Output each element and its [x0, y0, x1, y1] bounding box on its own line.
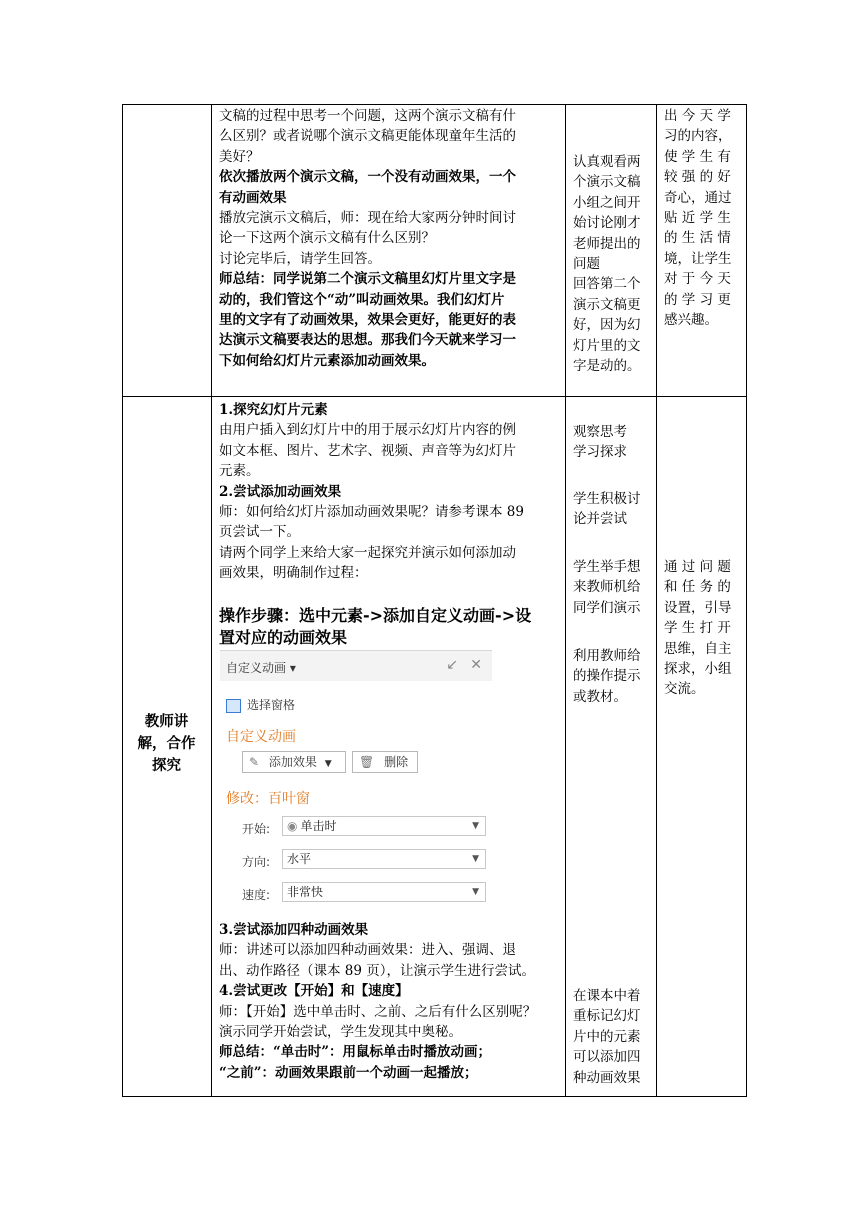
text-line: 始讨论刚才	[573, 215, 641, 232]
text-line: 老师提出的	[573, 235, 641, 252]
text-line: 3.尝试添加四种动画效果	[219, 922, 369, 938]
text-line: 请两个同学上来给大家一起探究并演示如何添加动	[219, 544, 516, 561]
text-line: 有动画效果	[219, 189, 287, 206]
student-activity	[573, 986, 653, 1088]
text-line: 设置，引导	[664, 599, 732, 616]
text-line: 片中的元素	[573, 1028, 641, 1045]
row-divider	[122, 396, 747, 397]
delete-button[interactable]	[352, 751, 418, 773]
text-line: 思维，自主	[664, 640, 732, 657]
text-line: 习的内容，	[664, 128, 732, 145]
dropdown-arrow-icon: ▼	[324, 759, 332, 769]
text-line: 师：讲述可以添加四种动画效果：进入、强调、退	[219, 942, 516, 959]
text-line: 和 任 务 的	[664, 579, 731, 596]
text-line: 使 学 生 有	[664, 148, 731, 165]
column-divider	[211, 104, 212, 1097]
text-line: 出 今 天 学	[664, 108, 731, 124]
text-line: 问题	[573, 256, 600, 273]
text-line: 页尝试一下。	[219, 524, 300, 541]
text-line: 的 学 习 更	[664, 291, 731, 308]
row2-teacher-cont	[219, 920, 564, 1083]
table-border-bottom	[122, 1096, 747, 1097]
text-line: 学习探求	[573, 444, 627, 461]
text-line: 么区别？或者说哪个演示文稿更能体现童年生活的	[219, 128, 516, 145]
text-line: 文稿的过程中思考一个问题，这两个演示文稿有什	[219, 108, 516, 124]
pencil-icon: ✎	[249, 755, 260, 769]
text-line: 探求，小组	[664, 661, 732, 678]
text-line: 动的，我们管这个“动”叫动画效果。我们幻灯片	[219, 291, 505, 308]
text-line: 较 强 的 好	[664, 169, 731, 186]
text-line: 境，让学生	[664, 250, 732, 267]
text-line: 如文本框、图片、艺术字、视频、声音等为幻灯片	[219, 442, 516, 459]
direction-label: 方向:	[242, 855, 271, 869]
text-line: 好，因为幻	[573, 317, 641, 334]
column-divider	[565, 104, 566, 1097]
student-activity	[573, 422, 653, 463]
text-line: 演示同学开始尝试，学生发现其中奥秘。	[219, 1024, 462, 1041]
close-icon[interactable]: ✕	[470, 657, 482, 673]
section-title: 自定义动画	[226, 729, 296, 745]
text-line: 重标记幻灯	[573, 1008, 641, 1025]
text-line: 师总结：“单击时”：用鼠标单击时播放动画；	[219, 1044, 492, 1061]
text-line: 对 于 今 天	[664, 271, 731, 288]
stage-line: 探究	[152, 757, 181, 774]
column-divider	[656, 104, 657, 1097]
text-line: 在课本中着	[573, 988, 641, 1004]
text-line: 观察思考	[573, 424, 627, 440]
text-line: 由用户插入到幻灯片中的用于展示幻灯片内容的例	[219, 422, 516, 439]
text-line: 的 生 活 情	[664, 230, 731, 247]
text-line: 回答第二个	[573, 276, 641, 293]
text-line: 元素。	[219, 463, 260, 480]
panel-title[interactable]: 自定义动画 ▾	[226, 661, 296, 675]
text-line: 出、动作路径（课本 89 页），让演示学生进行尝试。	[219, 962, 536, 979]
mouse-icon: ◉	[287, 819, 298, 833]
collapse-icon[interactable]: ↙	[446, 657, 458, 673]
stage-label	[122, 711, 211, 777]
text-line: 下如何给幻灯片元素添加动画效果。	[219, 352, 435, 369]
text-line: 4.尝试更改【开始】和【速度】	[219, 983, 409, 1000]
text-line: 奇心，通过	[664, 189, 732, 206]
table-border-right	[746, 104, 747, 1097]
text-line: 依次播放两个演示文稿，一个没有动画效果，一个	[219, 169, 516, 186]
selection-pane-label: 选择窗格	[247, 698, 296, 712]
speed-select[interactable]	[282, 882, 486, 902]
row1-intent-cell	[664, 106, 744, 330]
text-line: 2.尝试添加动画效果	[219, 483, 342, 500]
text-line: 利用教师给	[573, 648, 641, 664]
stage-line: 解，合作	[137, 735, 196, 752]
start-label: 开始:	[242, 822, 271, 836]
speed-value: 非常快	[287, 885, 324, 899]
text-line: 学生积极讨	[573, 491, 641, 507]
student-activity	[573, 646, 653, 707]
text-line: 个演示文稿	[573, 174, 641, 191]
start-value: 单击时	[300, 819, 337, 833]
text-line: “之前”：动画效果跟前一个动画一起播放；	[219, 1064, 478, 1081]
row1-teacher-cell	[219, 106, 560, 371]
lesson-table	[122, 104, 747, 1097]
text-line: 演示文稿更	[573, 296, 641, 313]
text-line: 或教材。	[573, 688, 627, 705]
text-line: 种动画效果	[573, 1069, 641, 1086]
row2-intent-cell	[664, 557, 744, 700]
text-line: 画效果，明确制作过程：	[219, 565, 368, 582]
steps-line: 置对应的动画效果	[219, 628, 348, 647]
direction-select[interactable]	[282, 849, 486, 869]
trash-icon: 🗑	[359, 755, 375, 769]
text-line: 通 过 问 题	[664, 559, 731, 575]
text-line: 论一下这两个演示文稿有什么区别？	[219, 230, 435, 247]
text-line: 1.探究幻灯片元素	[219, 402, 328, 418]
steps-line: 操作步骤：选中元素->添加自定义动画->设	[219, 606, 532, 625]
start-select[interactable]	[282, 816, 486, 836]
speed-label: 速度:	[242, 888, 271, 902]
table-border-left	[122, 104, 123, 1097]
chevron-down-icon: ▼	[472, 821, 479, 831]
text-line: 学生举手想	[573, 559, 641, 575]
text-line: 师：如何给幻灯片添加动画效果呢？请参考课本 89	[219, 504, 524, 521]
chevron-down-icon: ▼	[472, 854, 479, 864]
text-line: 播放完演示文稿后，师：现在给大家两分钟时间讨	[219, 210, 516, 227]
text-line: 灯片里的文	[573, 337, 641, 354]
direction-value: 水平	[287, 852, 312, 866]
text-line: 来教师机给	[573, 579, 641, 596]
text-line: 里的文字有了动画效果，效果会更好，能更好的表	[219, 312, 516, 329]
delete-label: 删除	[384, 755, 409, 769]
chevron-down-icon: ▼	[472, 887, 479, 897]
text-line: 的操作提示	[573, 668, 641, 685]
add-effect-button[interactable]	[242, 751, 346, 773]
modify-label: 修改：百叶窗	[226, 791, 310, 807]
operation-steps	[219, 604, 564, 649]
add-effect-label: 添加效果	[268, 755, 317, 769]
text-line: 同学们演示	[573, 599, 641, 616]
text-line: 感兴趣。	[664, 312, 718, 329]
text-line: 可以添加四	[573, 1049, 641, 1066]
student-activity	[573, 489, 653, 530]
student-activity	[573, 557, 653, 618]
text-line: 认真观看两	[573, 154, 641, 170]
table-border-top	[122, 104, 747, 105]
text-line: 达演示文稿要表达的思想。那我们今天就来学习一	[219, 332, 516, 349]
text-line: 贴 近 学 生	[664, 210, 731, 227]
row1-student-cell	[573, 152, 653, 376]
custom-animation-panel	[220, 650, 494, 916]
selection-pane-icon	[226, 699, 241, 713]
text-line: 字是动的。	[573, 358, 641, 375]
text-line: 学 生 打 开	[664, 620, 731, 637]
text-line: 交流。	[664, 681, 705, 698]
selection-pane-button[interactable]	[226, 696, 295, 713]
text-line: 论并尝试	[573, 511, 627, 528]
panel-header	[220, 650, 492, 681]
text-line: 小组之间开	[573, 194, 641, 211]
row2-teacher-intro	[219, 400, 560, 584]
text-line: 师总结：同学说第二个演示文稿里幻灯片里文字是	[219, 271, 516, 288]
text-line: 讨论完毕后，请学生回答。	[219, 250, 381, 267]
text-line: 美好？	[219, 148, 260, 165]
stage-line: 教师讲	[144, 713, 189, 730]
text-line: 师：【开始】选中单击时、之前、之后有什么区别呢？	[219, 1003, 537, 1020]
